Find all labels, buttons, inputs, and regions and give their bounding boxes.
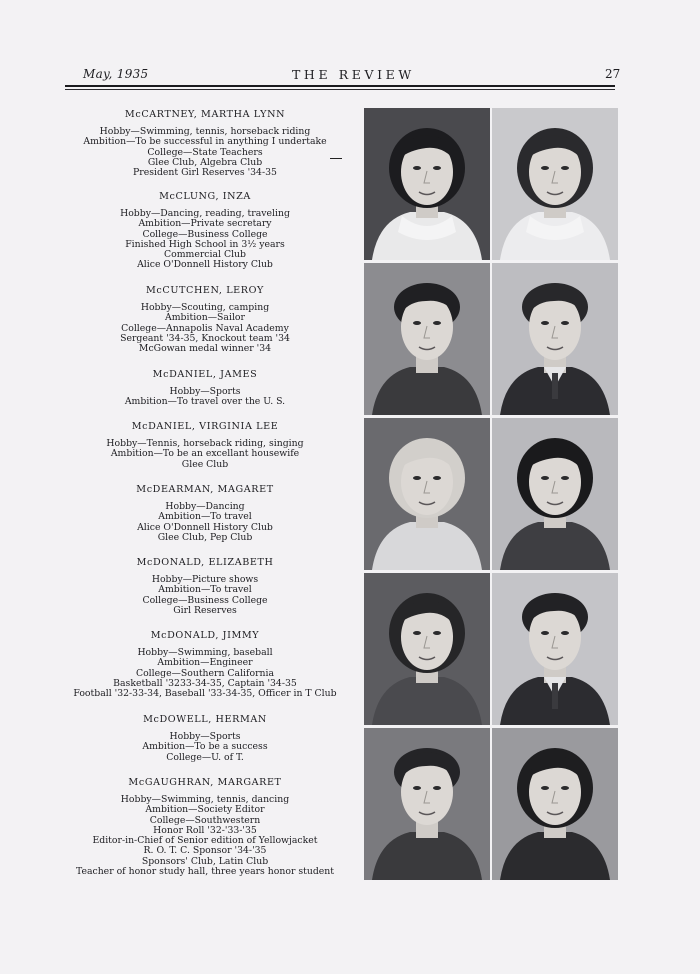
entry-line: Alice O'Donnell History Club [137,521,273,533]
entry-line: College—Annapolis Naval Academy [121,322,289,334]
entry-line: College—Business College [142,594,268,606]
student-photo [492,263,618,415]
entry-name: McDONALD, JIMMY [150,630,260,641]
entry-line: Hobby—Sports [169,731,241,742]
entry-name: McDANIEL, VIRGINIA LEE [131,421,279,432]
entry-line: Hobby—Sports [169,386,241,397]
entry-line: Basketball '3233-34-35, Captain '34-35 [113,677,297,689]
entry-line: College—State Teachers [147,146,263,158]
student-photo [364,108,490,260]
header-rule-thin [65,89,615,90]
entry-name: McDEARMAN, MAGARET [136,484,274,495]
header-title: THE REVIEW [292,67,415,82]
entry-line: Glee Club [181,458,229,470]
entry-line: Ambition—To travel [158,511,252,523]
entry-line: Ambition—Private secretary [138,218,272,230]
entry-line: Sponsors' Club, Latin Club [141,855,269,867]
entry-line: Finished High School in 3½ years [125,238,285,250]
entry-line: Teacher of honor study hall, three years honor student [75,866,335,878]
entry [60,421,350,470]
student-photo [492,108,618,260]
margin-dash [330,158,342,159]
entry-line: Hobby—Scouting, camping [140,302,270,313]
entry-line: Hobby—Picture shows [151,574,259,585]
entry-line: Honor Roll '32-'33-'35 [153,824,257,836]
student-photo [492,573,618,725]
entry-line: Ambition—Society Editor [145,804,265,816]
entry-name: McDONALD, ELIZABETH [136,557,274,568]
entry-line: College—Southern California [135,667,275,679]
entry-name: McDOWELL, HERMAN [143,714,267,725]
student-photo [492,418,618,570]
entry-line: Hobby—Swimming, tennis, horseback riding [99,126,311,137]
page-number: 27 [605,67,621,81]
entry-line: Ambition—Sailor [165,312,245,324]
entry-line: Ambition—To travel [158,584,252,596]
entry-name: McCARTNEY, MARTHA LYNN [124,109,286,120]
entry-line: Sergeant '34-35, Knockout team '34 [120,332,290,344]
entry-line: Glee Club, Pep Club [157,531,253,543]
entry-line: College—Business College [142,228,268,240]
student-photo [364,728,490,880]
entry [60,369,350,408]
entry-line: Ambition—To travel over the U. S. [124,396,286,408]
entry [60,630,350,699]
entry-line: Hobby—Swimming, tennis, dancing [120,794,290,805]
entry-line: College—Southwestern [149,814,261,826]
entry [60,714,350,763]
entry-line: R. O. T. C. Sponsor '34-'35 [143,845,267,857]
entry-name: McCUTCHEN, LEROY [145,285,264,296]
entry-line: Girl Reserves [173,604,237,616]
entry-line: Hobby—Swimming, baseball [137,647,273,658]
entry-line: Football '32-33-34, Baseball '33-34-35, Officer in T Club [73,688,337,700]
entry [60,484,350,543]
entry-name: McCLUNG, INZA [159,191,251,202]
entry [60,109,350,178]
student-photo [364,418,490,570]
entry-line: Ambition—Engineer [157,657,253,669]
entry-line: Commercial Club [164,249,246,261]
entry-line: Ambition—To be a success [142,741,268,753]
entry [60,557,350,616]
entry-line: Hobby—Dancing, reading, traveling [120,208,290,219]
entry-name: McDANIEL, JAMES [152,369,258,380]
entry [60,777,350,877]
header-date: May, 1935 [83,67,149,81]
entry-line: President Girl Reserves '34-35 [133,167,277,179]
entry-name: McGAUGHRAN, MARGARET [128,777,282,788]
entry-line: Hobby—Dancing [165,501,245,512]
entry [60,285,350,354]
entry-line: Hobby—Tennis, horseback riding, singing [106,438,304,449]
header-rule-thick [65,85,615,87]
entry-line: Ambition—To be an excellant housewife [110,448,300,460]
entry [60,191,350,271]
entry-line: Alice O'Donnell History Club [137,259,273,271]
entry-line: Editor-in-Chief of Senior edition of Yellowjacket [92,835,318,847]
entry-line: Ambition—To be successful in anything I undertake [83,136,327,148]
student-photo [492,728,618,880]
entry-line: McGowan medal winner '34 [138,343,272,355]
entry-line: Glee Club, Algebra Club [147,156,263,168]
entry-line: College—U. of T. [166,751,244,763]
student-photo [364,573,490,725]
student-photo [364,263,490,415]
